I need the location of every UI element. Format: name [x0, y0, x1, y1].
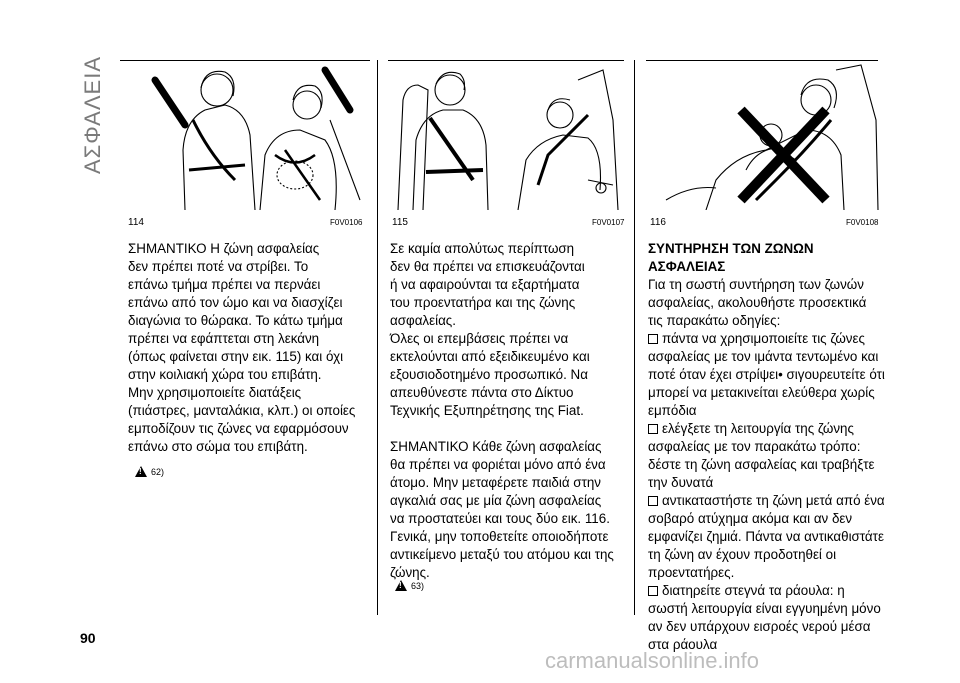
repair-paragraph: Σε καμία απολύτως περίπτωση δεν θα πρέπει να επισκευάζονται ή να αφαιρούνται τα εξαρτήματα του προεντατήρα και της ζώνης ασφαλείας. Όλες οι επεμβάσεις πρέπει να εκτελούνται από εξειδικευμένο και εξουσιοδοτημένο προσωπικό. Να απευθύνεστε πάντα στο Δίκτυο Τεχνικής Εξυπηρέτησης της Fiat. — [390, 241, 590, 418]
list-item: ελέγξετε τη λειτουργία της ζώνης ασφαλείας με τον παρακάτω τρόπο: δέστε τη ζώνη ασφαλείας και τραβήξτε την δυνατά — [648, 421, 875, 490]
warning-icon — [135, 466, 147, 477]
maintenance-heading: ΣΥΝΤΗΡΗΣΗ ΤΩΝ ΖΩΝΩΝ ΑΣΦΑΛΕΙΑΣ — [648, 241, 814, 274]
page-number: 90 — [80, 630, 96, 646]
checkbox-bullet-icon — [648, 424, 658, 434]
column-1-text — [128, 240, 366, 456]
maintenance-intro: Για τη σωστή συντήρηση των ζωνών ασφαλείας, ακολουθήστε προσεκτικά τις παρακάτω οδηγίες: — [648, 277, 867, 328]
section-title: ΑΣΦΑΛΕΙΑ — [80, 55, 105, 175]
figure-116-illustration — [646, 60, 884, 210]
figure-code: F0V0106 — [330, 218, 363, 227]
list-item: αντικαταστήστε τη ζώνη μετά από ένα σοβαρό ατύχημα ακόμα και αν δεν εμφανίζει ζημιά. Πάντα να αντικαθιστάτε τη ζώνη αν έχουν προδοτηθεί οι προεντατήρες. — [648, 493, 885, 580]
figure-number: 115 — [392, 217, 408, 228]
figure-number: 116 — [650, 217, 666, 228]
warning-reference: ! 62) — [135, 466, 164, 477]
checkbox-bullet-icon — [648, 334, 658, 344]
checkbox-bullet-icon — [648, 586, 658, 596]
list-item: πάντα να χρησιμοποιείτε τις ζώνες ασφαλείας με τον ιμάντα τεντωμένο και ποτέ όταν έχει στρίψει• σιγουρευτείτε ότι μπορεί να μετακινείται ελεύθερα χωρίς εμπόδια — [648, 331, 885, 418]
column-2-text — [390, 240, 628, 582]
warning-reference: ! 63) — [395, 580, 424, 591]
figure-115-illustration — [388, 60, 626, 210]
column-3-text — [648, 240, 886, 654]
column-divider-2 — [634, 60, 635, 615]
column-divider-1 — [377, 60, 378, 615]
list-item: διατηρείτε στεγνά τα ράουλα: η σωστή λειτουργία είναι εγγυημένη μόνο αν δεν υπάρχουν εισροές νερού μέσα στα ράουλα — [648, 583, 881, 652]
checkbox-bullet-icon — [648, 496, 658, 506]
figure-114-illustration — [125, 60, 363, 210]
important-note: ΣΗΜΑΝΤΙΚΟ Η ζώνη ασφαλείας δεν πρέπει ποτέ να στρίβει. Το επάνω τμήμα πρέπει να περνάει επάνω από τον ώμο και να διασχίζει διαγώνια το θώρακα. Το κάτω τμήμα πρέπει να εφάπτεται στη λεκάνη (όπως φαίνεται στην εικ. 115) και όχι στην κοιλιακή χώρα του επιβάτη. Μην χρησιμοποιείτε διατάξεις (πιάστρες, μανταλάκια, κλπ.) οι οποίες εμποδίζουν τις ζώνες να εφαρμόσουν επάνω στο σώμα του επιβάτη. — [128, 241, 356, 454]
warning-icon — [395, 580, 407, 591]
figure-code: F0V0108 — [846, 218, 879, 227]
figure-code: F0V0107 — [592, 218, 625, 227]
important-note: ΣΗΜΑΝΤΙΚΟ Κάθε ζώνη ασφαλείας θα πρέπει να φοριέται μόνο από ένα άτομο. Μην μεταφέρετε παιδιά στην αγκαλιά σας με μία ζώνη ασφαλείας να προστατεύει και τους δύο εικ. 116. Γενικά, μην τοποθετείτε οποιοδήποτε αντικείμενο μεταξύ του ατόμου και της ζώνης. — [390, 439, 614, 580]
figure-number: 114 — [128, 217, 144, 228]
watermark: carmanualsonline.info — [545, 648, 760, 673]
